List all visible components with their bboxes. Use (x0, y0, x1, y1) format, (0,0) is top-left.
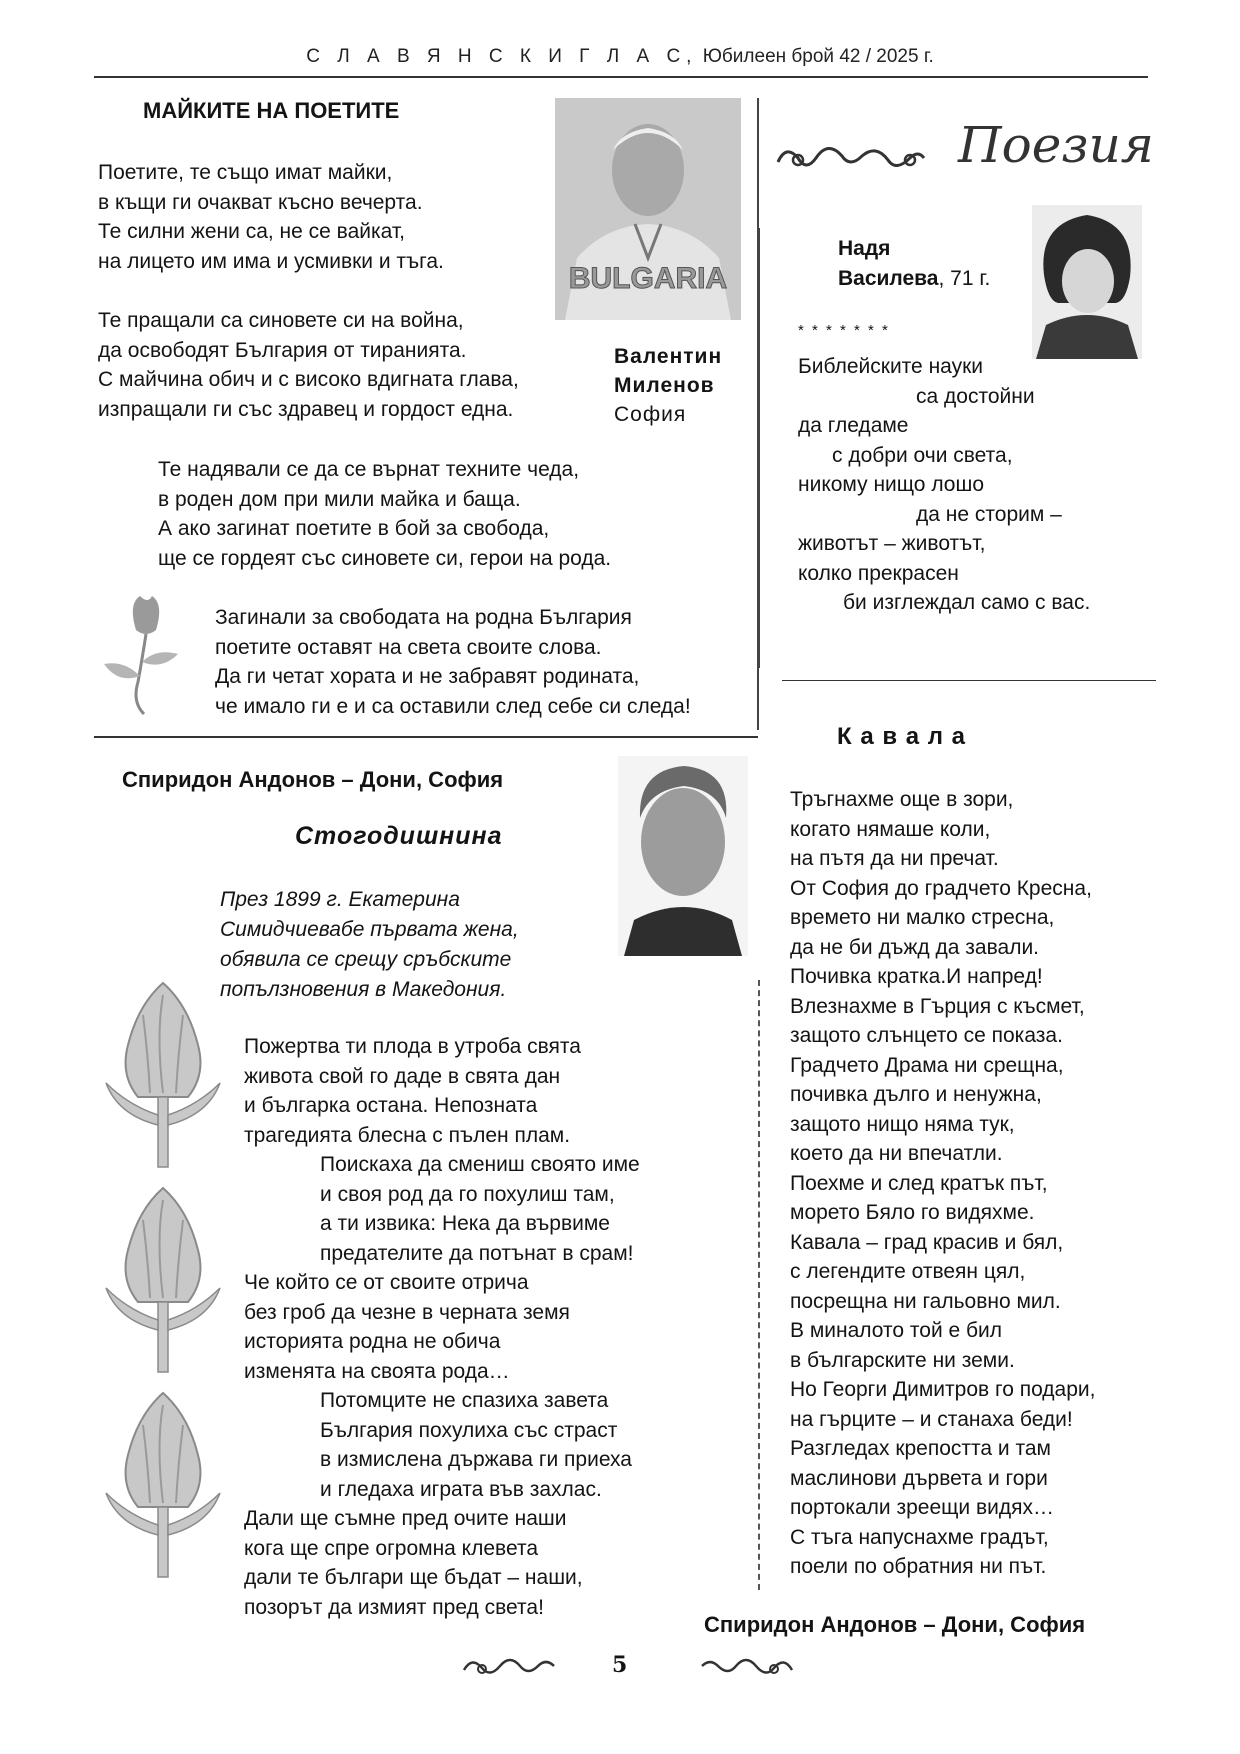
poem3-text (244, 1032, 640, 1622)
poem-line: в измислена държава ги приеха (320, 1448, 632, 1471)
poem1-title: МАЙКИТЕ НА ПОЕТИТЕ (143, 98, 400, 123)
poem-line: Те пращали са синовете си на война, (98, 309, 464, 332)
poem-line: Разгледах крепостта и там (790, 1437, 1051, 1460)
author-age: , 71 г. (938, 267, 991, 290)
rose-ornament-icon (98, 590, 193, 720)
poem-line: изменята на своята рода… (244, 1359, 510, 1383)
poem-line: в българските ни земи. (790, 1348, 1015, 1372)
poem-line: С тъга напуснахме градът, (790, 1525, 1049, 1549)
poem1-stanza-1 (98, 158, 444, 276)
column-divider-dashed (758, 980, 760, 1590)
header-rule (94, 76, 1148, 78)
poem-line: времето ни малко стресна, (790, 906, 1055, 929)
portrait-icon (618, 756, 748, 956)
poem2-stars: * * * * * * * (798, 322, 890, 339)
poem-line: би изглеждал само с вас. (843, 591, 1091, 614)
intro-line: обявила се срещу сръбските (220, 948, 512, 971)
poem-line: защото нищо няма тук, (790, 1112, 1015, 1136)
poem-line: От София до градчето Кресна, (790, 876, 1092, 900)
poem-line: на пътя да ни пречат. (790, 847, 999, 870)
poem-line: че имало ги е и са оставили след себе си следа! (215, 694, 691, 718)
author-city: , София (415, 767, 504, 792)
section-rule (94, 736, 758, 738)
masthead: С Л А В Я Н С К И Г Л А С, (306, 46, 698, 67)
column-divider-right (758, 228, 760, 668)
author-first-name: Валентин (614, 345, 723, 368)
poem-line: и своя род да го похулиш там, (320, 1182, 615, 1206)
poem-line: което да ни впечатли. (790, 1142, 1003, 1165)
poem-line: Загинали за свободата на родна България (215, 606, 632, 629)
svg-text:BULGARIA: BULGARIA (568, 262, 728, 295)
poem-line: дали те българи ще бъдат – наши, (244, 1566, 583, 1589)
poem-line: изпращали ги със здравец и гордост една. (98, 397, 514, 421)
footer-flourish-left-icon (462, 1654, 557, 1680)
poem-line: Почивка кратка.И напред! (790, 965, 1043, 988)
poem-line: колко прекрасен (798, 561, 959, 585)
poem-line: без гроб да чезне в черната земя (244, 1300, 570, 1324)
poem-line: морето Бяло го видяхме. (790, 1201, 1035, 1224)
poem-line: кога ще спре огромна клевета (244, 1536, 538, 1560)
author-city: София (614, 403, 687, 426)
poem1-stanza-4 (215, 603, 691, 721)
poem-line: а ти извика: Нека да вървиме (320, 1212, 610, 1235)
poem-line: на гърците – и станаха беди! (790, 1407, 1073, 1431)
portrait-icon (1032, 205, 1142, 359)
poem-line: Поехме и след кратък път, (790, 1171, 1048, 1195)
poem-line: С майчина обич и с високо вдигната глава, (98, 368, 519, 391)
poem1-stanza-2 (98, 306, 519, 424)
poem-line: Те надявали се да се върнат техните чеда, (158, 458, 580, 481)
poem-line: Кавала – град красив и бял, (790, 1230, 1064, 1254)
poem4-text (790, 785, 1095, 1582)
poem-line: и гледаха играта във захлас. (320, 1477, 602, 1501)
poem-line: позорът да измият пред света! (244, 1595, 544, 1619)
poem4-title: К а в а л а (837, 723, 967, 750)
author-name-line2: Василева (838, 267, 939, 290)
poem-line: Библейските науки (798, 355, 984, 378)
poem-line: да не сторим – (916, 502, 1062, 526)
poem-line: предателите да потънат в срам! (320, 1241, 634, 1265)
poem2-author (838, 234, 990, 294)
page-number: 5 (612, 1652, 628, 1678)
poem-line: Потомците не спазиха завета (320, 1389, 609, 1412)
poem3-title: Стогодишнина (295, 822, 503, 850)
poem-line: Дали ще съмне пред очите наши (244, 1507, 567, 1530)
author-name-line1: Надя (838, 237, 891, 260)
poem-line: А ако загинат поетите в бой за свобода, (158, 517, 550, 540)
author-photo-spiridon (618, 756, 748, 956)
poem-line: Да ги четат хората и не забравят родината, (215, 665, 640, 688)
poem-line: В миналото той е бил (790, 1319, 1003, 1342)
poem-line: Поискаха да смениш своято име (320, 1153, 640, 1176)
poem3-author (122, 767, 503, 793)
poem-line: портокали зреещи видях… (790, 1496, 1054, 1519)
poem-line: Градчето Драма ни срещна, (790, 1053, 1064, 1077)
poem-line: маслинови дървета и гори (790, 1466, 1048, 1490)
poem-line: посрещна ни гальовно мил. (790, 1289, 1061, 1313)
poem-line: ще се гордеят със синовете си, герои на рода. (158, 546, 612, 570)
poetry-heading: Поезия (958, 116, 1154, 174)
intro-line: През 1899 г. Екатерина (220, 888, 460, 911)
poem-line: Пожертва ти плода в утроба свята (244, 1035, 581, 1058)
intro-line: Симидчиевабе първата жена, (220, 918, 519, 941)
poem-line: в къщи ги очакват късно вечерта. (98, 190, 423, 214)
poem-line: България похулиха със страст (320, 1418, 618, 1442)
author-last-name: Миленов (614, 374, 715, 397)
poem-line: когато нямаше коли, (790, 817, 991, 841)
running-header (0, 46, 1240, 68)
poem-line: да освободят България от тиранията. (98, 338, 467, 362)
poem-line: да не би дъжд да завали. (790, 935, 1040, 959)
poem-line: живота свой го даде в свята дан (244, 1064, 561, 1088)
author-photo-nadya (1032, 205, 1142, 359)
poem3-intro (220, 885, 519, 1005)
poem-line: защото слънцето се показа. (790, 1024, 1063, 1047)
footer-flourish-right-icon (700, 1654, 795, 1680)
poem-line: Влезнахме в Гърция с късмет, (790, 994, 1085, 1018)
author-city: , София (997, 1612, 1086, 1637)
poem4-author (704, 1612, 1085, 1638)
poem-line: поетите оставят на света своите слова. (215, 635, 602, 659)
tulip-border-ornament-icon (98, 975, 228, 1590)
poem2-text (798, 352, 1138, 618)
poem-line: никому нищо лошо (798, 473, 985, 496)
poem-line: и българка остана. Непозната (244, 1094, 538, 1117)
poem-line: Но Георги Димитров го подари, (790, 1378, 1096, 1401)
poem-line: са достойни (916, 384, 1035, 408)
poem-line: Че който се от своите отрича (244, 1271, 529, 1294)
section-rule-right (782, 680, 1156, 681)
flourish-ornament-icon (776, 138, 926, 178)
portrait-icon (555, 98, 741, 320)
issue-info: Юбилеен брой 42 / 2025 г. (702, 46, 934, 67)
poem-line: с легендите отвеян цял, (790, 1260, 1026, 1283)
intro-line: попълзновения в Македония. (220, 978, 507, 1001)
author-name: Спиридон Андонов – Дони (704, 1612, 998, 1637)
poem-line: почивка дълго и ненужна, (790, 1083, 1042, 1106)
poem-line: на лицето им има и усмивки и тъга. (98, 249, 444, 273)
poem-line: с добри очи света, (832, 443, 1013, 467)
poem-line: Поетите, те също имат майки, (98, 161, 393, 184)
poem1-stanza-3 (158, 455, 611, 573)
author-photo-valentin (555, 98, 741, 320)
poem-line: Те силни жени са, не се вайкат, (98, 220, 405, 243)
poem-line: Тръгнахме още в зори, (790, 788, 1014, 811)
poem-line: поели по обратния ни път. (790, 1555, 1047, 1578)
poem-line: трагедията блесна с пълен плам. (244, 1123, 571, 1147)
poem-line: историята родна не обича (244, 1330, 501, 1353)
author-name: Спиридон Андонов – Дони (122, 767, 416, 792)
poem1-author (614, 342, 722, 429)
poem-line: в роден дом при мили майка и баща. (158, 487, 521, 511)
poem-line: животът – животът, (798, 532, 986, 555)
poem-line: да гледаме (798, 414, 909, 437)
